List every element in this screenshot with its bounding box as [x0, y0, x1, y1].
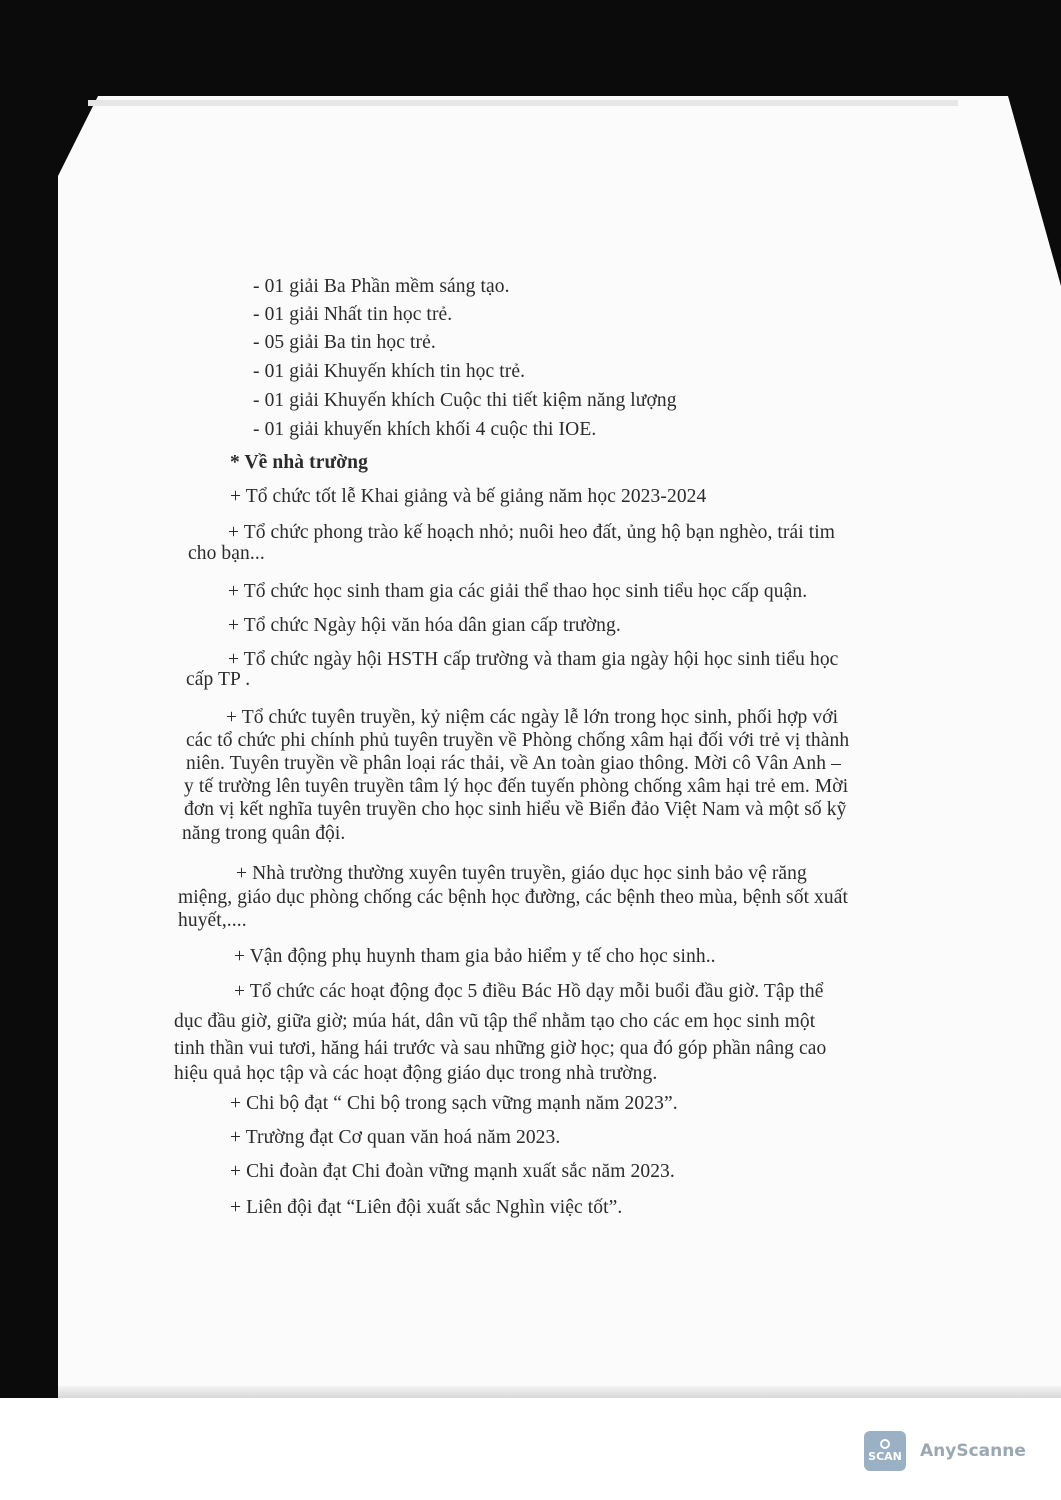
- paragraph-line: + Tổ chức Ngày hội văn hóa dân gian cấp trường.: [228, 615, 621, 636]
- scan-logo-icon: [864, 1431, 906, 1471]
- paragraph-line: + Chi đoàn đạt Chi đoàn vững mạnh xuất sắc năm 2023.: [230, 1161, 675, 1182]
- scan-logo-text: SCAN: [868, 1450, 902, 1463]
- paragraph-line: tinh thần vui tươi, hăng hái trước và sau những giờ học; qua đó góp phần nâng cao: [174, 1038, 827, 1059]
- paragraph-line: + Tổ chức các hoạt động đọc 5 điều Bác Hồ dạy mỗi buổi đầu giờ. Tập thể: [234, 981, 824, 1002]
- award-line: - 01 giải Ba Phần mềm sáng tạo.: [253, 276, 510, 297]
- paragraph-line: + Tổ chức phong trào kế hoạch nhỏ; nuôi heo đất, ủng hộ bạn nghèo, trái tim: [228, 522, 836, 543]
- paragraph-line: huyết,....: [178, 910, 247, 931]
- paper-bottom-edge: [58, 1386, 1061, 1398]
- paragraph-line: + Liên đội đạt “Liên đội xuất sắc Nghìn việc tốt”.: [230, 1197, 623, 1218]
- paragraph-line: + Tổ chức tốt lễ Khai giảng và bế giảng năm học 2023-2024: [230, 486, 707, 507]
- award-line: - 01 giải Nhất tin học trẻ.: [253, 304, 453, 325]
- award-line: - 01 giải khuyến khích khối 4 cuộc thi IOE.: [253, 419, 597, 440]
- paragraph-line: hiệu quả học tập và các hoạt động giáo dục trong nhà trường.: [174, 1063, 658, 1084]
- section-heading: * Về nhà trường: [230, 452, 368, 473]
- award-line: - 01 giải Khuyến khích Cuộc thi tiết kiệm năng lượng: [253, 390, 677, 411]
- paragraph-line: y tế trường lên tuyên truyền tâm lý học đến tuyến phòng chống xâm hại trẻ em. Mời: [184, 776, 849, 797]
- paragraph-line: cấp TP .: [186, 669, 251, 690]
- scanner-watermark: [864, 1431, 1026, 1471]
- paragraph-line: dục đầu giờ, giữa giờ; múa hát, dân vũ tập thể nhằm tạo cho các em học sinh một: [174, 1011, 816, 1032]
- paragraph-line: + Chi bộ đạt “ Chi bộ trong sạch vững mạnh năm 2023”.: [230, 1093, 678, 1114]
- camera-ring-icon: [880, 1439, 890, 1449]
- paragraph-line: + Trường đạt Cơ quan văn hoá năm 2023.: [230, 1127, 561, 1148]
- paragraph-line: + Nhà trường thường xuyên tuyên truyền, giáo dục học sinh bảo vệ răng: [236, 863, 807, 884]
- paragraph-line: + Tổ chức tuyên truyền, kỷ niệm các ngày lễ lớn trong học sinh, phối hợp với: [226, 707, 839, 728]
- paragraph-line: năng trong quân đội.: [182, 823, 346, 844]
- paragraph-line: + Vận động phụ huynh tham gia bảo hiểm y tế cho học sinh..: [234, 946, 716, 967]
- paragraph-line: + Tổ chức học sinh tham gia các giải thể thao học sinh tiểu học cấp quận.: [228, 581, 808, 602]
- award-line: - 05 giải Ba tin học trẻ.: [253, 332, 436, 353]
- paragraph-line: đơn vị kết nghĩa tuyên truyền cho học sinh hiểu về Biển đảo Việt Nam và một số kỹ: [184, 799, 847, 820]
- paragraph-line: niên. Tuyên truyền về phân loại rác thải, về An toàn giao thông. Mời cô Vân Anh –: [186, 753, 841, 774]
- paragraph-line: + Tổ chức ngày hội HSTH cấp trường và tham gia ngày hội học sinh tiểu học: [228, 649, 839, 670]
- paragraph-line: cho bạn...: [188, 543, 265, 564]
- paragraph-line: miệng, giáo dục phòng chống các bệnh học đường, các bệnh theo mùa, bệnh sốt xuất: [178, 887, 849, 908]
- award-line: - 01 giải Khuyến khích tin học trẻ.: [253, 361, 526, 382]
- watermark-brand: AnyScanne: [920, 1441, 1026, 1461]
- paragraph-line: các tổ chức phi chính phủ tuyên truyền về Phòng chống xâm hại đối với trẻ vị thành: [186, 730, 850, 751]
- paper-top-edge: [88, 100, 958, 106]
